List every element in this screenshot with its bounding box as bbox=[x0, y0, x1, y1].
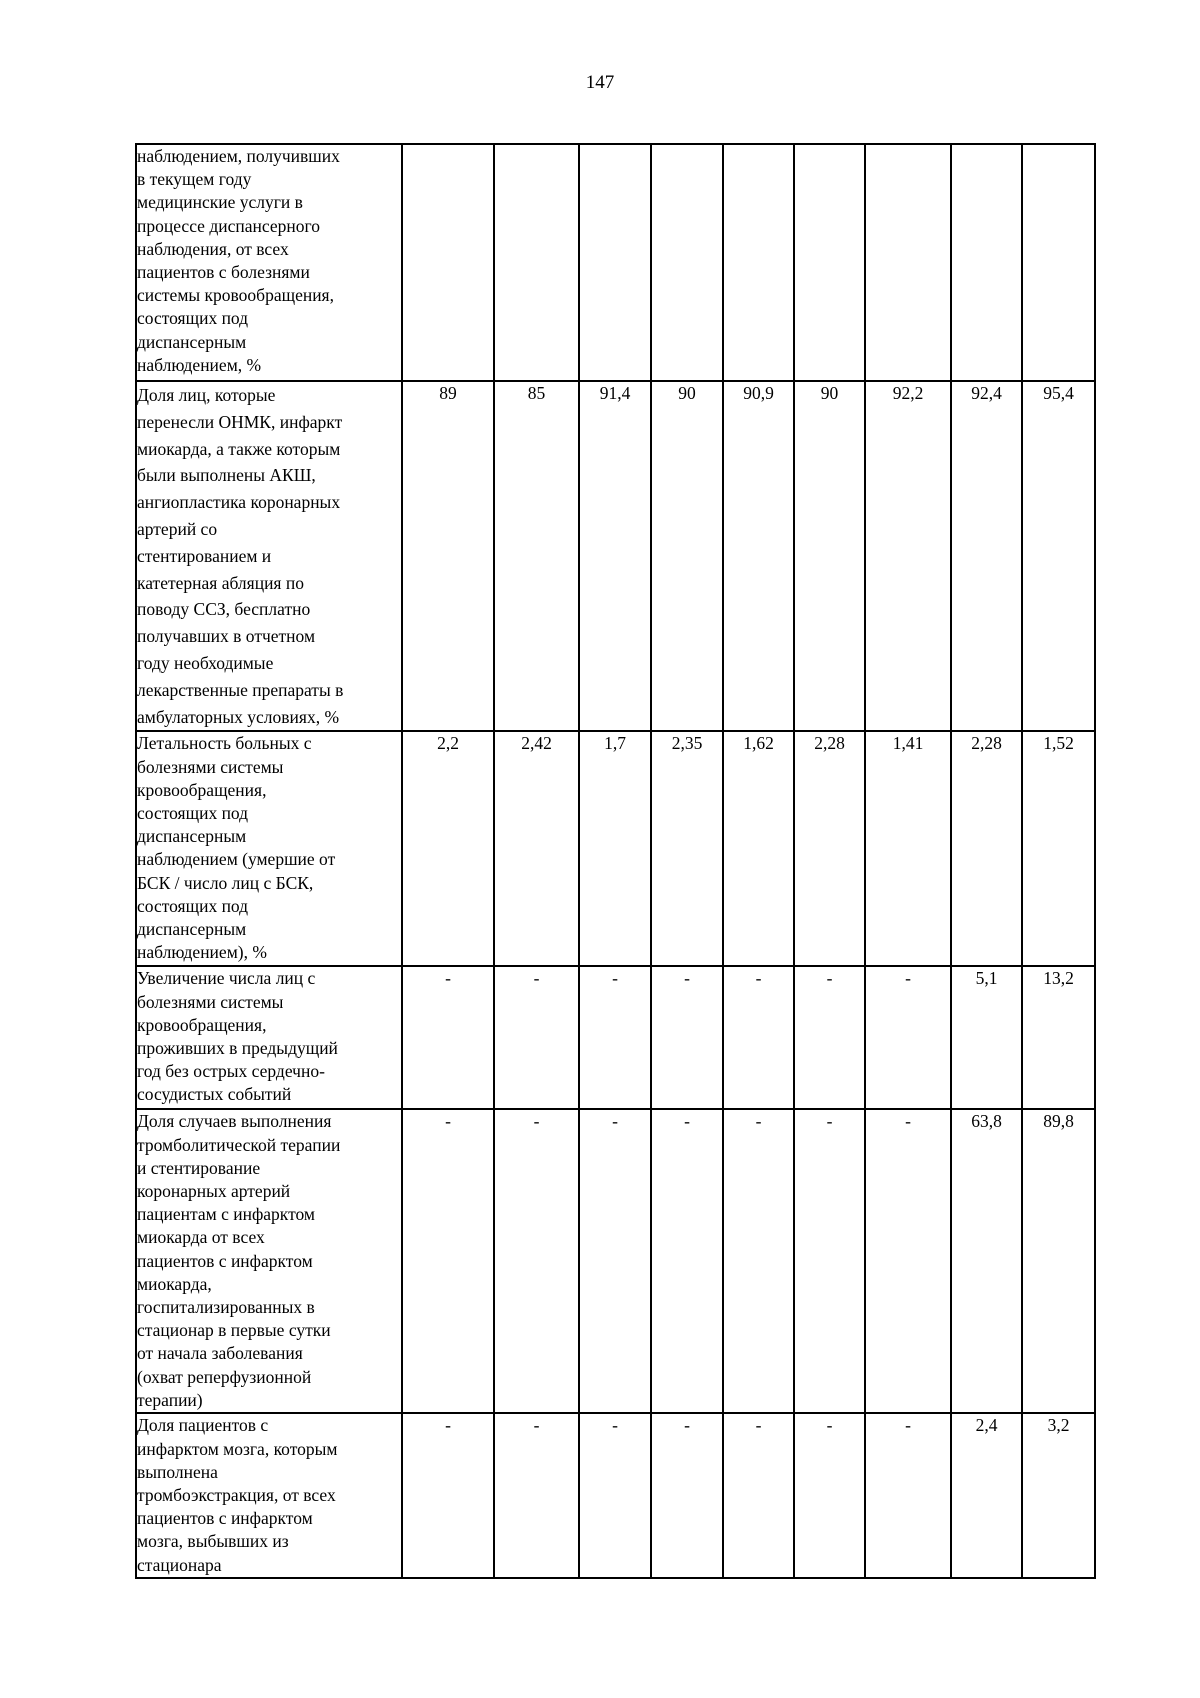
value-cell: 1,41 bbox=[865, 731, 951, 966]
value-cell: 90 bbox=[794, 381, 865, 731]
table-row bbox=[136, 381, 1095, 731]
value-cell: 2,28 bbox=[794, 731, 865, 966]
indicator-name-cell bbox=[136, 966, 402, 1109]
value-cell: 90 bbox=[651, 381, 723, 731]
value-cell: - bbox=[651, 966, 723, 1109]
value-cell: - bbox=[402, 1109, 494, 1413]
value-cell: 63,8 bbox=[951, 1109, 1022, 1413]
value-cell: - bbox=[865, 966, 951, 1109]
value-cell: 2,4 bbox=[951, 1413, 1022, 1577]
value-cell: 92,2 bbox=[865, 381, 951, 731]
value-cell: 92,4 bbox=[951, 381, 1022, 731]
indicator-name-cell bbox=[136, 144, 402, 381]
indicators-table bbox=[135, 143, 1096, 1579]
value-cell bbox=[865, 144, 951, 381]
value-cell: 3,2 bbox=[1022, 1413, 1095, 1577]
table-row bbox=[136, 1109, 1095, 1413]
table-row bbox=[136, 144, 1095, 381]
value-cell: 2,28 bbox=[951, 731, 1022, 966]
indicator-name: Летальность больных с болезнями системы кровообращения, состоящих под диспансерным наблюдением (умершие от БСК / число лиц с БСК, состоящих под диспансерным наблюдением), % bbox=[137, 733, 336, 963]
table-row bbox=[136, 731, 1095, 966]
value-cell: - bbox=[402, 966, 494, 1109]
value-cell: 89,8 bbox=[1022, 1109, 1095, 1413]
value-cell: 2,35 bbox=[651, 731, 723, 966]
value-cell: - bbox=[494, 966, 579, 1109]
value-cell: - bbox=[723, 1109, 794, 1413]
indicator-name: Увеличение числа лиц с болезнями системы кровообращения, проживших в предыдущий год без острых сердечно- сосудистых событий bbox=[137, 968, 338, 1105]
value-cell: 91,4 bbox=[579, 381, 651, 731]
value-cell bbox=[402, 144, 494, 381]
value-cell: - bbox=[794, 1413, 865, 1577]
indicator-name-cell bbox=[136, 1413, 402, 1577]
value-cell: - bbox=[651, 1109, 723, 1413]
value-cell: - bbox=[402, 1413, 494, 1577]
value-cell: - bbox=[794, 966, 865, 1109]
value-cell: - bbox=[579, 1109, 651, 1413]
value-cell: - bbox=[794, 1109, 865, 1413]
value-cell bbox=[794, 144, 865, 381]
indicator-name-cell bbox=[136, 381, 402, 731]
value-cell bbox=[723, 144, 794, 381]
value-cell: - bbox=[494, 1109, 579, 1413]
value-cell: - bbox=[723, 1413, 794, 1577]
value-cell bbox=[494, 144, 579, 381]
value-cell bbox=[651, 144, 723, 381]
table-row bbox=[136, 966, 1095, 1109]
value-cell bbox=[1022, 144, 1095, 381]
value-cell: 2,2 bbox=[402, 731, 494, 966]
value-cell: 13,2 bbox=[1022, 966, 1095, 1109]
indicator-name: Доля лиц, которые перенесли ОНМК, инфаркт миокарда, а также которым были выполнены АКШ, ангиопластика коронарных артерий со стентированием и катетерная абляция по поводу ССЗ, бесплатно получавших в отчетном году необходимые лекарственные препараты в амбулаторных условиях, % bbox=[137, 385, 344, 727]
value-cell: - bbox=[865, 1413, 951, 1577]
indicator-name: Доля случаев выполнения тромболитической терапии и стентирование коронарных артерий пациентам с инфарктом миокарда от всех пациентов с инфарктом миокарда, госпитализированных в стационар в первые сутки от начала заболевания (охват реперфузионной терапии) bbox=[137, 1111, 341, 1410]
value-cell: - bbox=[865, 1109, 951, 1413]
value-cell: - bbox=[579, 966, 651, 1109]
value-cell bbox=[579, 144, 651, 381]
value-cell bbox=[951, 144, 1022, 381]
value-cell: 2,42 bbox=[494, 731, 579, 966]
value-cell: 85 bbox=[494, 381, 579, 731]
value-cell: - bbox=[494, 1413, 579, 1577]
page-number: 147 bbox=[585, 72, 615, 93]
value-cell: - bbox=[651, 1413, 723, 1577]
indicator-name: наблюдением, получивших в текущем году медицинские услуги в процессе диспансерного наблюдения, от всех пациентов с болезнями системы кровообращения, состоящих под диспансерным наблюдением, % bbox=[137, 146, 340, 375]
value-cell: 89 bbox=[402, 381, 494, 731]
indicator-name-cell bbox=[136, 731, 402, 966]
value-cell: 1,52 bbox=[1022, 731, 1095, 966]
value-cell: 90,9 bbox=[723, 381, 794, 731]
value-cell: 5,1 bbox=[951, 966, 1022, 1109]
value-cell: 1,7 bbox=[579, 731, 651, 966]
indicator-name: Доля пациентов с инфарктом мозга, которым выполнена тромбоэкстракция, от всех пациентов с инфарктом мозга, выбывших из стационара bbox=[137, 1415, 338, 1575]
indicator-name-cell bbox=[136, 1109, 402, 1413]
value-cell: 1,62 bbox=[723, 731, 794, 966]
value-cell: 95,4 bbox=[1022, 381, 1095, 731]
value-cell: - bbox=[579, 1413, 651, 1577]
table-row bbox=[136, 1413, 1095, 1577]
value-cell: - bbox=[723, 966, 794, 1109]
